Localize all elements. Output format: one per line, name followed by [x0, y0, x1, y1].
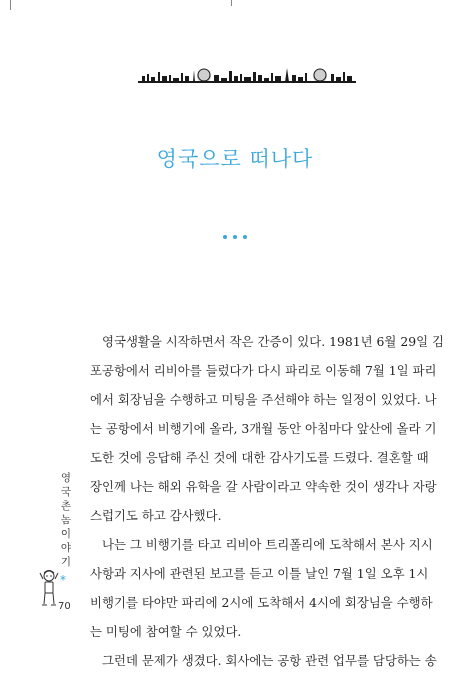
book-title-char: 이	[60, 528, 72, 540]
book-title-char: 국	[60, 486, 72, 498]
page-number: 70	[58, 601, 71, 612]
book-title-char: 촌	[60, 500, 72, 512]
separator-dot	[233, 235, 237, 239]
crop-mark-right	[231, 0, 232, 6]
text-line: 스럽기도 하고 감사했다.	[90, 508, 222, 523]
text-line: 나는 그 비행기를 타고 리비아 트리폴리에 도착해서 본사 지시	[102, 537, 433, 552]
separator-dot	[243, 235, 247, 239]
text-line: 비행기를 타야만 파리에 2시에 도착해서 4시에 회장님을 수행하	[90, 595, 433, 610]
title-separator-dots	[0, 224, 470, 243]
text-line: 에서 회장님을 수행하고 미팅을 주선해야 하는 일정이 있었다. 나	[90, 392, 437, 407]
separator-dot	[223, 235, 227, 239]
running-book-title	[59, 471, 73, 569]
character-illustration-icon	[39, 569, 59, 607]
text-line: 장인께 나는 해외 유학을 갈 사람이라고 약속한 것이 생각나 자랑	[90, 479, 437, 494]
text-line: 도한 것에 응답해 주신 것에 대한 감사기도를 드렸다. 결혼할 때	[90, 450, 429, 465]
city-skyline-ornament	[138, 64, 356, 86]
text-line: 는 공항에서 비행기에 올라, 3개월 동안 아침마다 앞산에 올라 기	[90, 421, 437, 436]
book-title-char: 기	[60, 556, 72, 568]
chapter-title: 영국으로 떠나다	[156, 147, 314, 171]
text-line: 사항과 지사에 관련된 보고를 듣고 이틀 날인 7월 1일 오후 1시	[90, 566, 429, 581]
book-title-char: 영	[60, 472, 72, 484]
book-title-char: 놈	[60, 514, 72, 526]
body-text	[90, 327, 444, 675]
text-line: 그런데 문제가 생겼다. 회사에는 공항 관련 업무를 담당하는 송	[102, 653, 437, 668]
text-line: 는 미팅에 참여할 수 있었다.	[90, 624, 242, 639]
star-ornament: *	[60, 573, 66, 587]
crop-mark-left	[10, 0, 11, 10]
text-line: 포공항에서 리비아를 들렀다가 다시 파리로 이동해 7월 1일 파리	[90, 363, 437, 378]
text-line: 영국생활을 시작하면서 작은 간증이 있다. 1981년 6월 29일 김	[102, 334, 444, 349]
book-title-char: 야	[60, 542, 72, 554]
